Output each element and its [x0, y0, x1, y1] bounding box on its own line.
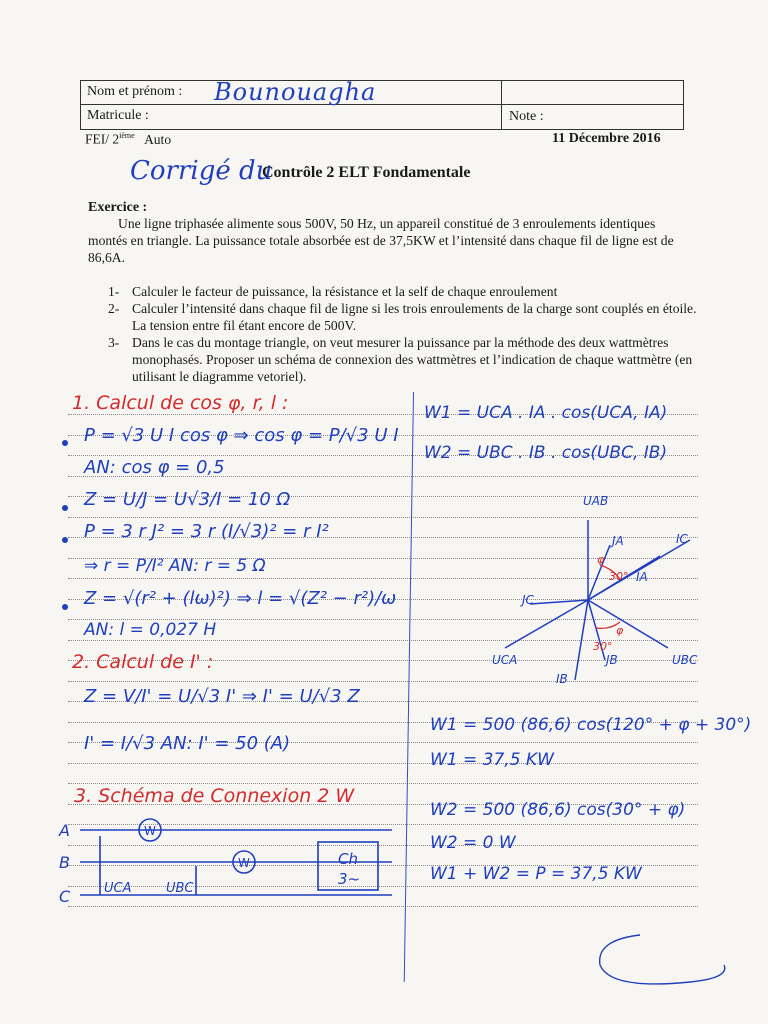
- formula-resistance: P = 3 r J² = 3 r (I/√3)² = r I²: [84, 521, 329, 542]
- angle-phi-label-bottom: φ: [616, 624, 624, 637]
- formula-power: P = √3 U I cos φ ⇒ cos φ = P/√3 U I: [84, 425, 399, 446]
- class-sup: ième: [119, 131, 135, 140]
- question-number: 1-: [108, 284, 120, 299]
- label-jb: JB: [606, 653, 618, 667]
- class-suffix: Auto: [144, 131, 172, 147]
- section-3-heading: 3. Schéma de Connexion 2 W: [74, 785, 355, 807]
- u-bc-label: UBC: [166, 881, 194, 896]
- question-number: 3-: [108, 335, 120, 350]
- statement-text: Une ligne triphasée alimente sous 500V, 50 Hz, un appareil constitué de 3 enroulements identiques montés en triangle. La puissance totale absorbée est de 37,5KW et l’intensité dans chaque fil de ligne est de 86,6A.: [88, 216, 674, 265]
- u-ca-label: UCA: [104, 881, 132, 896]
- question-text: Dans le cas du montage triangle, on veut mesurer la puissance par la méthode des deux wattmètres monophasés. Proposer un schéma de connexion des wattmètres et l’indication de chaque wattmètre (en utilisant le diagramme vetoriel).: [132, 335, 693, 384]
- question-text: Calculer l’intensité dans chaque fil de ligne si les trois enroulements de la charge sont couplés en étoile. La tension entre fil étant encore de 500V.: [132, 301, 697, 333]
- angle-30-label-bottom: 30°: [593, 640, 613, 653]
- result-resistance: ⇒ r = P/I² AN: r = 5 Ω: [84, 556, 266, 576]
- label-ia: IA: [636, 570, 648, 584]
- w1-calculation: W1 = 500 (86,6) cos(120° + φ + 30°): [430, 715, 752, 735]
- label-uab: UAB: [583, 494, 609, 508]
- exam-date: 11 Décembre 2016: [552, 131, 661, 146]
- phase-c-label: C: [59, 887, 71, 906]
- scribble-stroke: [600, 935, 725, 984]
- student-name: Bounouagha: [214, 78, 377, 106]
- w1-result: W1 = 37,5 KW: [430, 750, 554, 770]
- w2-result: W2 = 0 W: [430, 833, 516, 853]
- w2-formula: W2 = UBC . IB . cos(UBC, IB): [424, 443, 668, 463]
- label-ic: IC: [676, 532, 688, 546]
- class-label: FEI/ 2: [85, 131, 120, 147]
- section-2-heading: 2. Calcul de I' :: [72, 651, 214, 673]
- question-text: Calculer le facteur de puissance, la résistance et la self de chaque enroulement: [132, 284, 558, 299]
- result-star-current: I' = I/√3 AN: I' = 50 (A): [84, 733, 291, 754]
- label-ja: JA: [612, 534, 624, 548]
- name-label: Nom et prénom :: [87, 84, 183, 99]
- wattmeter-1-label: W: [144, 824, 156, 838]
- formula-impedance: Z = U/J = U√3/I = 10 Ω: [84, 489, 291, 510]
- w2-calculation: W2 = 500 (86,6) cos(30° + φ): [430, 800, 686, 820]
- label-ubc: UBC: [672, 653, 698, 667]
- power-sum: W1 + W2 = P = 37,5 KW: [430, 864, 642, 884]
- load-sub-label: 3~: [338, 870, 361, 888]
- exam-title: Contrôle 2 ELT Fondamentale: [262, 164, 471, 181]
- exercise-heading: Exercice :: [88, 200, 148, 215]
- matricule-label: Matricule :: [87, 108, 149, 123]
- angle-phi-label: φ: [597, 553, 605, 566]
- section-1-heading: 1. Calcul de cos φ, r, l :: [72, 392, 289, 414]
- note-label: Note :: [509, 109, 544, 124]
- result-inductance: AN: l = 0,027 H: [84, 620, 217, 640]
- question-number: 2-: [108, 301, 120, 316]
- w1-formula: W1 = UCA . IA . cos(UCA, IA): [424, 403, 668, 423]
- phase-a-label: A: [59, 821, 70, 840]
- angle-30-label-top: 30°: [609, 570, 629, 583]
- label-ib: IB: [556, 672, 568, 686]
- formula-star-current: Z = V/I' = U/√3 I' ⇒ I' = U/√3 Z: [84, 686, 360, 707]
- result-cos-phi: AN: cos φ = 0,5: [84, 457, 225, 478]
- label-uca: UCA: [492, 653, 518, 667]
- label-jc: JC: [522, 593, 534, 607]
- formula-inductance: Z = √(r² + (lω)²) ⇒ l = √(Z² − r²)/ω: [84, 588, 397, 609]
- phase-b-label: B: [59, 853, 70, 872]
- handwritten-corrige: Corrigé du: [130, 156, 273, 186]
- wattmeter-2-label: W: [238, 856, 250, 870]
- load-label: Ch: [338, 850, 358, 868]
